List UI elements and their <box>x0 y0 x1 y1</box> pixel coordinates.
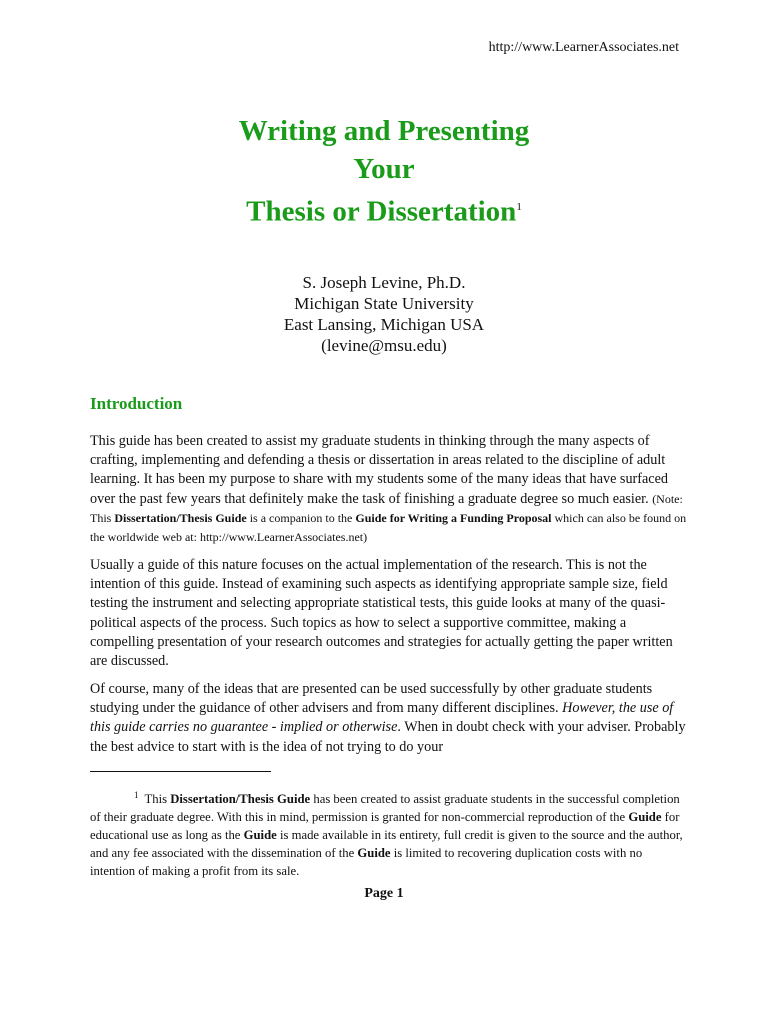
footnote-mark: 1 <box>134 790 139 800</box>
paragraph-3-italic: However, the use of this guide carries no guarantee - implied or otherwise <box>90 700 674 736</box>
author-location: East Lansing, Michigan USA <box>283 315 485 334</box>
author-affiliation: Michigan State University <box>294 294 474 313</box>
footnote-text-4: is made available in its entirety, full credit is given to the source and the author, and any fee associated with the dissemination of the <box>90 828 683 861</box>
paragraph-3 <box>90 680 690 757</box>
note-bold-1: Dissertation/Thesis Guide <box>114 510 247 525</box>
note-text-1: (Note: This <box>90 491 683 525</box>
header-url: http://www.LearnerAssociates.net <box>488 40 679 55</box>
title-line-2: Your <box>353 153 415 185</box>
page-number: Page 1 <box>364 886 404 901</box>
footnote-divider <box>90 771 271 772</box>
paragraph-3-text-end: . When in doubt check with your adviser. Probably the best advice to start with is the idea of not trying to do your <box>90 719 686 755</box>
paragraph-3-text: Of course, many of the ideas that are presented can be used successfully by other graduate students studying under the guidance of other advisers and from many different disciplines. <box>90 681 653 717</box>
footnote-bold-1: Dissertation/Thesis Guide <box>170 792 311 807</box>
note-text-3: which can also be found on the worldwide web at: http://www.LearnerAssociates.net) <box>90 510 687 545</box>
title-line-3: Thesis or Dissertation <box>246 195 517 228</box>
paragraph-2: Usually a guide of this nature focuses on the actual implementation of the research. This is not the intention of this guide. Instead of examining such aspects as identifying appropriate sample size, field testing the instrument and selecting appropriate statistical tests, this guide looks at many of the quasi-political aspects of the process. Such topics as how to select a supportive committee, making a compelling presentation of your research outcomes and strategies for actually getting the paper written are discussed. <box>90 557 673 670</box>
author-block <box>0 272 768 356</box>
footnote-bold-4: Guide <box>357 846 391 861</box>
footnote-text-3: for educational use as long as the <box>90 810 680 843</box>
section-heading-introduction: Introduction <box>90 394 183 413</box>
footnote-bold-2: Guide <box>628 810 662 825</box>
paragraph-1 <box>90 432 690 547</box>
title-line-1: Writing and Presenting <box>238 115 530 147</box>
footnote-bold-3: Guide <box>243 828 277 843</box>
footnote-text-2: has been created to assist graduate students in the successful completion of their graduate degree. With this in mind, permission is granted for non-commercial reproduction of the <box>90 792 680 825</box>
title-footnote-ref: 1 <box>516 201 522 213</box>
author-name: S. Joseph Levine, Ph.D. <box>302 273 466 292</box>
footnote-text-1: This <box>144 792 171 807</box>
footnote-text-5: is limited to recovering duplication costs with no intention of making a profit from its sale. <box>90 846 643 879</box>
paragraph-1-text: This guide has been created to assist my graduate students in thinking through the many aspects of crafting, implementing and defending a thesis or dissertation in areas related to the discipline of adult learning. It has been my purpose to share with my students some of the many ideas that have surfaced over the past few years that definitely make the task of finishing a graduate degree so much easier. <box>90 433 668 507</box>
note-text-2: is a companion to the <box>246 510 356 525</box>
document-title <box>0 112 768 231</box>
note-bold-2: Guide for Writing a Funding Proposal <box>355 510 552 525</box>
footnote <box>90 786 690 880</box>
author-email: (levine@msu.edu) <box>321 336 447 355</box>
